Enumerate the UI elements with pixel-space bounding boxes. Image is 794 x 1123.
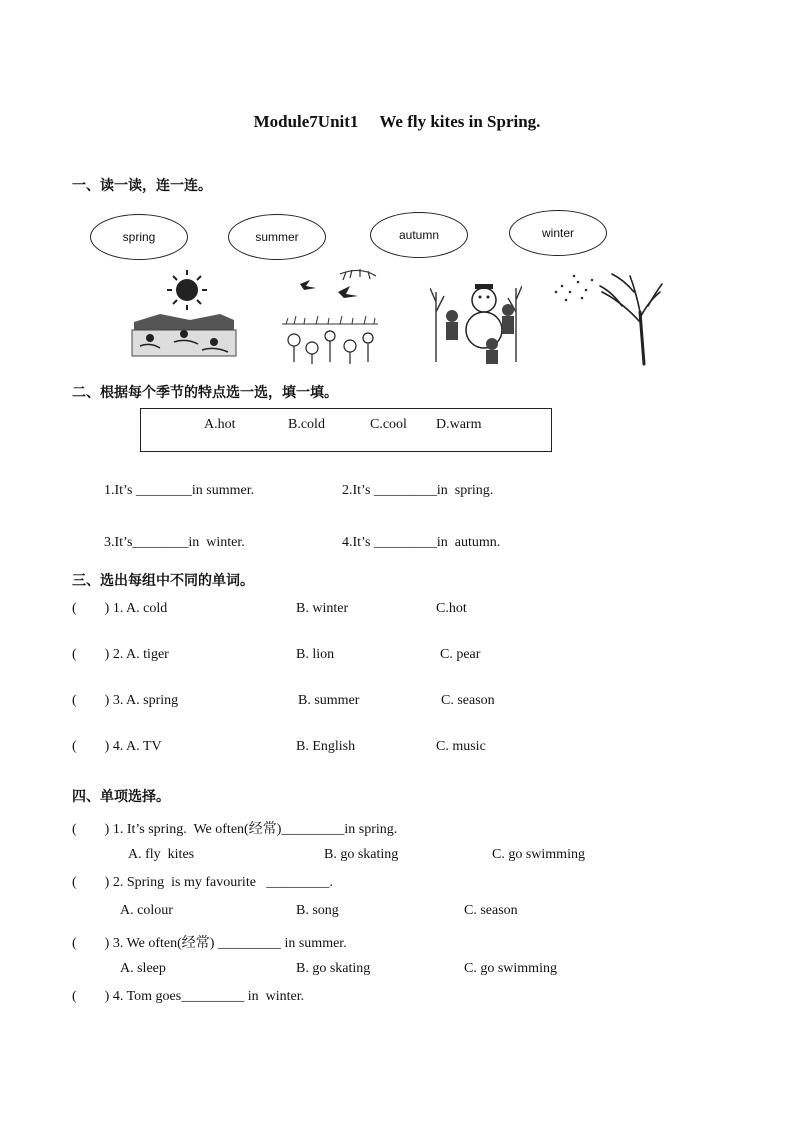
odd-one-q2-c: C. pear xyxy=(440,647,481,662)
oval-winter[interactable] xyxy=(509,210,607,256)
choice-q4[interactable]: ( ) 4. Tom goes_________ in winter. xyxy=(72,989,305,1004)
choice-q2-c[interactable]: C. season xyxy=(464,903,518,918)
options-box xyxy=(140,408,552,452)
oval-label: winter xyxy=(541,226,574,240)
fill-item-2[interactable]: 2.It’s _________in spring. xyxy=(342,483,494,498)
odd-one-q1-b: B. winter xyxy=(296,601,349,616)
option-a: A.hot xyxy=(204,417,236,432)
oval-label: spring xyxy=(122,230,156,244)
summer-swimming-scene-icon[interactable] xyxy=(130,262,240,366)
oval-summer[interactable] xyxy=(228,214,326,260)
choice-q1-a[interactable]: A. fly kites xyxy=(128,847,195,862)
fill-item-4[interactable]: 4.It’s _________in autumn. xyxy=(342,535,501,550)
winter-snowman-icon[interactable] xyxy=(430,262,522,366)
odd-one-q3-b: B. summer xyxy=(298,693,360,708)
option-b: B.cold xyxy=(288,417,325,432)
choice-q1-b[interactable]: B. go skating xyxy=(324,847,399,862)
autumn-windy-tree-icon[interactable] xyxy=(552,262,664,366)
section-1-heading: 一、读一读，连一连。 xyxy=(72,178,212,194)
oval-label: summer xyxy=(255,230,299,244)
odd-one-q4-c: C. music xyxy=(436,739,486,754)
odd-one-q1-c: C.hot xyxy=(436,601,467,616)
section-4-heading: 四、单项选择。 xyxy=(72,789,170,805)
option-c: C.cool xyxy=(370,417,407,432)
odd-one-q4[interactable]: ( ) 4. A. TV xyxy=(72,739,162,754)
odd-one-q1[interactable]: ( ) 1. A. cold xyxy=(72,601,168,616)
section-3-heading: 三、选出每组中不同的单词。 xyxy=(72,573,254,589)
fill-item-3[interactable]: 3.It’s________in winter. xyxy=(104,535,245,550)
choice-q2-b[interactable]: B. song xyxy=(296,903,339,918)
choice-q3-b[interactable]: B. go skating xyxy=(296,961,371,976)
odd-one-q2-b: B. lion xyxy=(296,647,335,662)
choice-q2-a[interactable]: A. colour xyxy=(120,903,173,918)
spring-birds-flowers-icon[interactable] xyxy=(280,262,380,366)
choice-q1-c[interactable]: C. go swimming xyxy=(492,847,585,862)
choice-q2[interactable]: ( ) 2. Spring is my favourite _________. xyxy=(72,875,333,890)
option-d: D.warm xyxy=(436,417,482,432)
odd-one-q4-b: B. English xyxy=(296,739,356,754)
oval-spring[interactable] xyxy=(90,214,188,260)
odd-one-q3[interactable]: ( ) 3. A. spring xyxy=(72,693,179,708)
odd-one-q3-c: C. season xyxy=(441,693,495,708)
odd-one-q2[interactable]: ( ) 2. A. tiger xyxy=(72,647,169,662)
fill-item-1[interactable]: 1.It’s ________in summer. xyxy=(104,483,255,498)
page-title: Module7Unit1 We fly kites in Spring. xyxy=(253,112,541,131)
section-2-heading: 二、根据每个季节的特点选一选，填一填。 xyxy=(72,385,338,401)
choice-q3[interactable]: ( ) 3. We often(经常) _________ in summer. xyxy=(72,936,347,951)
oval-label: autumn xyxy=(398,228,440,242)
choice-q3-c[interactable]: C. go swimming xyxy=(464,961,557,976)
choice-q3-a[interactable]: A. sleep xyxy=(120,961,166,976)
oval-autumn[interactable] xyxy=(370,212,468,258)
choice-q1[interactable]: ( ) 1. It’s spring. We often(经常)_________in spring. xyxy=(72,822,398,837)
